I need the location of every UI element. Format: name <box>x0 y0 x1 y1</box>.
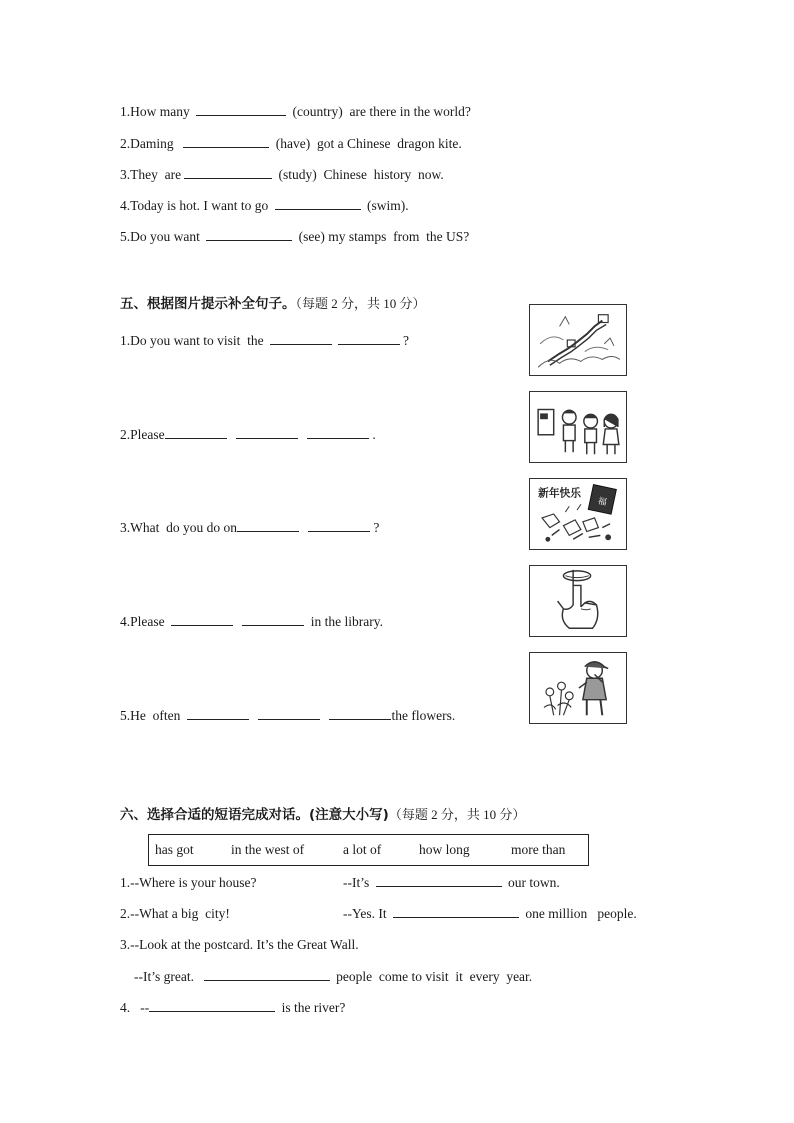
s4-q1 <box>120 103 471 121</box>
s4-q3-text: 3.They are <box>120 167 182 182</box>
s4-q2-text: 2.Daming <box>120 136 174 151</box>
s6-q3-b-text: --It’s great. <box>134 969 194 984</box>
s6-q4-text: 4. -- <box>120 1000 150 1015</box>
s5-q5-end: the flowers. <box>391 708 456 723</box>
answer-blank[interactable] <box>275 197 361 210</box>
quiet-gesture-picture <box>529 565 627 637</box>
s4-q3-hint: (study) Chinese history now. <box>278 167 444 182</box>
answer-blank[interactable] <box>270 332 332 345</box>
answer-blank[interactable] <box>236 426 298 439</box>
s6-q2-b-text: --Yes. It <box>343 906 387 921</box>
answer-blank[interactable] <box>206 228 292 241</box>
section6-title: 六、选择合适的短语完成对话。(注意大小写) <box>120 807 389 823</box>
phrase-box <box>148 834 589 866</box>
s5-q3 <box>120 519 379 537</box>
answer-blank[interactable] <box>184 166 272 179</box>
boy-flowers-picture <box>529 652 627 724</box>
s5-q3-text: 3.What do you do on <box>120 520 237 535</box>
s6-q1-b <box>343 874 560 892</box>
s4-q5-text: 5.Do you want <box>120 229 200 244</box>
answer-blank[interactable] <box>183 135 269 148</box>
section5-title: 五、根据图片提示补全句子。 <box>120 296 296 312</box>
s6-q3-b-end: people come to visit it every year. <box>336 969 533 984</box>
s4-q5-hint: (see) my stamps from the US? <box>298 229 470 244</box>
s4-q1-text: 1.How many <box>120 104 190 119</box>
section5-points: （每题 2 分，共 10 分） <box>295 296 426 311</box>
answer-blank[interactable] <box>237 519 299 532</box>
answer-blank[interactable] <box>393 905 519 918</box>
answer-blank[interactable] <box>307 426 369 439</box>
s5-q5 <box>120 707 455 725</box>
answer-blank[interactable] <box>329 707 391 720</box>
s4-q4 <box>120 197 409 215</box>
children-queue-picture <box>529 391 627 463</box>
phrase-option: has got <box>155 842 194 857</box>
s5-q2-text: 2.Please <box>120 427 165 442</box>
phrase-option: a lot of <box>343 842 382 857</box>
s4-q2 <box>120 135 462 153</box>
answer-blank[interactable] <box>242 613 304 626</box>
s6-q4-end: is the river? <box>281 1000 346 1015</box>
s5-q4-text: 4.Please <box>120 614 165 629</box>
s4-q4-text: 4.Today is hot. I want to go <box>120 198 269 213</box>
s5-q2-end: . <box>372 427 376 442</box>
answer-blank[interactable] <box>204 968 330 981</box>
s5-q1 <box>120 332 409 350</box>
s6-q3-a: 3.--Look at the postcard. It’s the Great Wall. <box>120 937 359 952</box>
s6-q3-b <box>134 968 532 986</box>
s4-q3 <box>120 166 444 184</box>
s5-q4-end: in the library. <box>310 614 383 629</box>
s4-q1-hint: (country) are there in the world? <box>292 104 471 119</box>
phrase-option: more than <box>511 842 566 857</box>
s4-q4-hint: (swim). <box>367 198 409 213</box>
s5-q1-text: 1.Do you want to visit the <box>120 333 264 348</box>
s5-q5-text: 5.He often <box>120 708 181 723</box>
section5-heading <box>120 295 426 314</box>
answer-blank[interactable] <box>376 874 502 887</box>
s6-q1-a: 1.--Where is your house? <box>120 875 257 890</box>
s5-q4 <box>120 613 383 631</box>
answer-blank[interactable] <box>308 519 370 532</box>
phrase-option: how long <box>419 842 470 857</box>
s6-q4 <box>120 999 345 1017</box>
answer-blank[interactable] <box>338 332 400 345</box>
s6-q1-b-end: our town. <box>508 875 560 890</box>
s6-q2-b-end: one million people. <box>525 906 637 921</box>
s5-q3-end: ? <box>373 520 380 535</box>
answer-blank[interactable] <box>196 103 286 116</box>
answer-blank[interactable] <box>149 999 275 1012</box>
s4-q5 <box>120 228 469 246</box>
section6-points: （每题 2 分，共 10 分） <box>388 807 526 822</box>
answer-blank[interactable] <box>187 707 249 720</box>
phrase-option: in the west of <box>231 842 305 857</box>
answer-blank[interactable] <box>258 707 320 720</box>
s4-q2-hint: (have) got a Chinese dragon kite. <box>275 136 462 151</box>
answer-blank[interactable] <box>165 426 227 439</box>
answer-blank[interactable] <box>171 613 233 626</box>
s6-q1-b-text: --It’s <box>343 875 370 890</box>
s5-q2 <box>120 426 376 444</box>
great-wall-picture <box>529 304 627 376</box>
svg-text:福: 福 <box>596 496 608 509</box>
s5-q1-end: ? <box>403 333 409 348</box>
pic3-label: 新年快乐 <box>538 486 581 500</box>
section6-heading <box>120 806 525 825</box>
s6-q2-b <box>343 905 637 923</box>
s6-q2-a: 2.--What a big city! <box>120 906 230 921</box>
new-year-picture <box>529 478 627 550</box>
